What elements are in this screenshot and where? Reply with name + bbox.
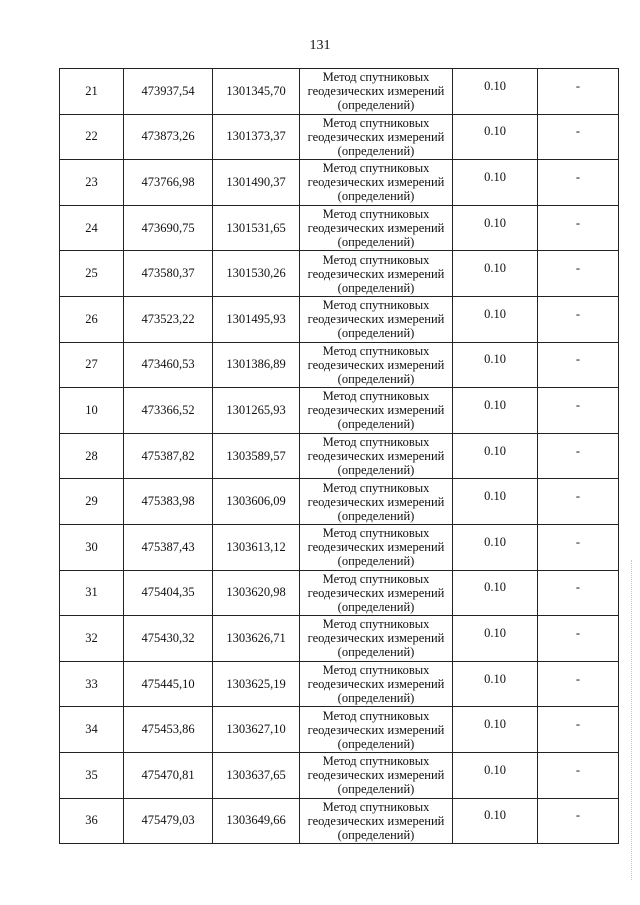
accuracy-value: 0.10 [484,306,506,321]
description-value: - [575,306,581,321]
description-cell [538,570,619,616]
description-cell [538,251,619,297]
method-line-3: (определений) [337,463,415,478]
y-coordinate: 1303613,12 [226,539,286,554]
y-coordinate-cell [213,570,300,616]
method-line-3: (определений) [337,280,415,295]
point-number: 27 [85,357,98,372]
method-cell [300,707,453,753]
method-line-2: геодезических измерений [307,175,445,190]
method-cell [300,205,453,251]
method-line-3: (определений) [337,417,415,432]
method-line-2: геодезических измерений [307,84,445,99]
x-coordinate-cell [124,388,213,434]
method-line-1: Метод спутниковых [322,754,430,769]
method-line-3: (определений) [337,782,415,797]
method-cell [300,296,453,342]
accuracy-cell [453,69,538,115]
table-row [60,433,619,479]
method-cell [300,752,453,798]
method-cell [300,342,453,388]
x-coordinate: 475404,35 [141,585,195,600]
accuracy-cell [453,661,538,707]
description-cell [538,388,619,434]
x-coordinate: 475383,98 [141,494,195,509]
method-cell [300,616,453,662]
method-line-1: Метод спутниковых [322,480,430,495]
method-line-2: геодезических измерений [307,677,445,692]
description-value: - [575,808,581,823]
accuracy-cell [453,114,538,160]
accuracy-cell [453,707,538,753]
point-number-cell [60,752,124,798]
description-cell [538,160,619,206]
y-coordinate-cell [213,798,300,844]
accuracy-value: 0.10 [484,443,506,458]
table-row [60,479,619,525]
method-line-1: Метод спутниковых [322,207,430,222]
table-row [60,114,619,160]
y-coordinate-cell [213,524,300,570]
y-coordinate: 1303627,10 [226,722,286,737]
method-cell [300,661,453,707]
table-row [60,342,619,388]
y-coordinate-cell [213,296,300,342]
coordinates-table-body [60,69,619,844]
accuracy-cell [453,616,538,662]
y-coordinate: 1303649,66 [226,813,286,828]
description-value: - [575,397,581,412]
x-coordinate-cell [124,661,213,707]
method-line-1: Метод спутниковых [322,252,430,267]
y-coordinate-cell [213,69,300,115]
method-line-3: (определений) [337,508,415,523]
accuracy-value: 0.10 [484,397,506,412]
method-line-3: (определений) [337,371,415,386]
description-cell [538,205,619,251]
description-cell [538,296,619,342]
x-coordinate: 473690,75 [141,220,195,235]
method-line-1: Метод спутниковых [322,526,430,541]
description-cell [538,524,619,570]
accuracy-cell [453,479,538,525]
accuracy-value: 0.10 [484,671,506,686]
y-coordinate: 1301386,89 [226,357,286,372]
y-coordinate: 1301530,26 [226,266,286,281]
point-number-cell [60,570,124,616]
y-coordinate-cell [213,479,300,525]
point-number-cell [60,342,124,388]
point-number: 36 [85,813,98,828]
x-coordinate: 473580,37 [141,266,195,281]
y-coordinate: 1303637,65 [226,767,286,782]
method-line-2: геодезических измерений [307,722,445,737]
method-line-2: геодезических измерений [307,312,445,327]
table-row [60,160,619,206]
y-coordinate-cell [213,342,300,388]
y-coordinate-cell [213,205,300,251]
description-value: - [575,580,581,595]
point-number-cell [60,798,124,844]
description-cell [538,479,619,525]
method-line-3: (определений) [337,235,415,250]
method-line-2: геодезических измерений [307,631,445,646]
accuracy-cell [453,251,538,297]
description-cell [538,433,619,479]
accuracy-value: 0.10 [484,261,506,276]
method-line-1: Метод спутниковых [322,617,430,632]
x-coordinate: 473873,26 [141,129,195,144]
point-number-cell [60,296,124,342]
x-coordinate-cell [124,616,213,662]
table-row [60,798,619,844]
accuracy-value: 0.10 [484,124,506,139]
accuracy-cell [453,296,538,342]
point-number-cell [60,661,124,707]
point-number-cell [60,433,124,479]
method-line-2: геодезических измерений [307,357,445,372]
x-coordinate-cell [124,433,213,479]
point-number-cell [60,69,124,115]
x-coordinate-cell [124,752,213,798]
description-cell [538,342,619,388]
method-line-3: (определений) [337,554,415,569]
accuracy-cell [453,160,538,206]
method-line-2: геодезических измерений [307,813,445,828]
method-line-3: (определений) [337,691,415,706]
description-value: - [575,215,581,230]
x-coordinate: 475470,81 [141,767,195,782]
method-line-3: (определений) [337,98,415,113]
method-cell [300,388,453,434]
point-number: 28 [85,448,98,463]
description-cell [538,616,619,662]
point-number: 25 [85,266,98,281]
method-cell [300,798,453,844]
method-line-1: Метод спутниковых [322,70,430,85]
x-coordinate-cell [124,707,213,753]
x-coordinate: 475453,86 [141,722,195,737]
method-line-2: геодезических измерений [307,449,445,464]
accuracy-cell [453,570,538,616]
method-cell [300,479,453,525]
method-line-1: Метод спутниковых [322,435,430,450]
table-row [60,570,619,616]
table-row [60,616,619,662]
y-coordinate: 1303626,71 [226,630,286,645]
point-number: 32 [85,630,98,645]
method-line-1: Метод спутниковых [322,799,430,814]
description-cell [538,798,619,844]
method-line-1: Метод спутниковых [322,115,430,130]
accuracy-value: 0.10 [484,352,506,367]
accuracy-value: 0.10 [484,580,506,595]
accuracy-value: 0.10 [484,717,506,732]
accuracy-value: 0.10 [484,489,506,504]
method-line-2: геодезических измерений [307,494,445,509]
x-coordinate-cell [124,570,213,616]
accuracy-value: 0.10 [484,169,506,184]
point-number-cell [60,616,124,662]
method-line-2: геодезических измерений [307,221,445,236]
accuracy-value: 0.10 [484,534,506,549]
point-number-cell [60,251,124,297]
method-cell [300,114,453,160]
method-line-3: (определений) [337,143,415,158]
point-number: 35 [85,767,98,782]
y-coordinate-cell [213,388,300,434]
x-coordinate-cell [124,479,213,525]
table-row [60,205,619,251]
method-cell [300,160,453,206]
x-coordinate: 475479,03 [141,813,195,828]
accuracy-cell [453,798,538,844]
x-coordinate-cell [124,798,213,844]
method-line-1: Метод спутниковых [322,663,430,678]
y-coordinate-cell [213,707,300,753]
accuracy-value: 0.10 [484,762,506,777]
description-cell [538,661,619,707]
y-coordinate-cell [213,661,300,707]
y-coordinate-cell [213,752,300,798]
point-number: 23 [85,174,98,189]
scan-edge-mark [631,560,636,880]
accuracy-cell [453,342,538,388]
table-row [60,524,619,570]
y-coordinate-cell [213,616,300,662]
accuracy-cell [453,524,538,570]
point-number: 21 [85,83,98,98]
method-line-3: (определений) [337,599,415,614]
point-number: 24 [85,220,98,235]
point-number: 33 [85,676,98,691]
table-row [60,296,619,342]
x-coordinate: 475430,32 [141,630,195,645]
point-number: 26 [85,311,98,326]
description-cell [538,114,619,160]
x-coordinate-cell [124,160,213,206]
point-number: 29 [85,494,98,509]
method-cell [300,251,453,297]
point-number-cell [60,524,124,570]
method-cell [300,69,453,115]
method-line-3: (определений) [337,189,415,204]
page-number: 131 [309,38,331,53]
table-row [60,661,619,707]
point-number-cell [60,205,124,251]
method-line-3: (определений) [337,827,415,842]
method-line-3: (определений) [337,736,415,751]
y-coordinate: 1301373,37 [226,129,286,144]
description-value: - [575,489,581,504]
method-line-2: геодезических измерений [307,403,445,418]
description-value: - [575,717,581,732]
y-coordinate: 1303589,57 [226,448,286,463]
method-line-2: геодезических измерений [307,129,445,144]
y-coordinate: 1303620,98 [226,585,286,600]
y-coordinate: 1303625,19 [226,676,286,691]
description-value: - [575,352,581,367]
description-cell [538,69,619,115]
description-value: - [575,78,581,93]
method-line-1: Метод спутниковых [322,708,430,723]
method-line-1: Метод спутниковых [322,161,430,176]
x-coordinate: 475387,82 [141,448,195,463]
method-cell [300,524,453,570]
x-coordinate-cell [124,524,213,570]
y-coordinate-cell [213,114,300,160]
x-coordinate: 473937,54 [141,83,195,98]
method-line-2: геодезических измерений [307,768,445,783]
y-coordinate: 1301490,37 [226,174,286,189]
x-coordinate: 473523,22 [141,311,195,326]
description-value: - [575,671,581,686]
accuracy-value: 0.10 [484,625,506,640]
x-coordinate-cell [124,342,213,388]
method-line-3: (определений) [337,326,415,341]
point-number: 34 [85,722,98,737]
accuracy-value: 0.10 [484,78,506,93]
method-line-2: геодезических измерений [307,266,445,281]
method-line-2: геодезических измерений [307,585,445,600]
accuracy-cell [453,433,538,479]
point-number-cell [60,479,124,525]
method-line-1: Метод спутниковых [322,343,430,358]
accuracy-cell [453,752,538,798]
method-cell [300,433,453,479]
accuracy-cell [453,205,538,251]
accuracy-cell [453,388,538,434]
description-value: - [575,124,581,139]
x-coordinate: 473460,53 [141,357,195,372]
point-number: 31 [85,585,98,600]
point-number-cell [60,160,124,206]
method-line-3: (определений) [337,645,415,660]
point-number: 30 [85,539,98,554]
x-coordinate-cell [124,114,213,160]
x-coordinate-cell [124,205,213,251]
y-coordinate-cell [213,160,300,206]
y-coordinate: 1303606,09 [226,494,286,509]
method-cell [300,570,453,616]
y-coordinate-cell [213,433,300,479]
table-row [60,251,619,297]
y-coordinate: 1301531,65 [226,220,286,235]
y-coordinate: 1301265,93 [226,402,286,417]
point-number-cell [60,707,124,753]
method-line-1: Метод спутниковых [322,298,430,313]
y-coordinate: 1301495,93 [226,311,286,326]
y-coordinate: 1301345,70 [226,83,286,98]
x-coordinate-cell [124,251,213,297]
x-coordinate: 475387,43 [141,539,195,554]
table-row [60,388,619,434]
point-number: 10 [85,402,98,417]
table-row [60,707,619,753]
x-coordinate-cell [124,69,213,115]
point-number-cell [60,388,124,434]
description-value: - [575,534,581,549]
description-value: - [575,762,581,777]
x-coordinate: 473766,98 [141,174,195,189]
point-number: 22 [85,129,98,144]
accuracy-value: 0.10 [484,215,506,230]
description-value: - [575,625,581,640]
method-line-2: геодезических измерений [307,540,445,555]
method-line-1: Метод спутниковых [322,571,430,586]
accuracy-value: 0.10 [484,808,506,823]
table-row [60,69,619,115]
description-cell [538,707,619,753]
description-value: - [575,169,581,184]
point-number-cell [60,114,124,160]
x-coordinate: 473366,52 [141,402,195,417]
description-cell [538,752,619,798]
method-line-1: Метод спутниковых [322,389,430,404]
coordinates-table [59,68,619,844]
description-value: - [575,443,581,458]
x-coordinate-cell [124,296,213,342]
table-row [60,752,619,798]
x-coordinate: 475445,10 [141,676,195,691]
description-value: - [575,261,581,276]
y-coordinate-cell [213,251,300,297]
